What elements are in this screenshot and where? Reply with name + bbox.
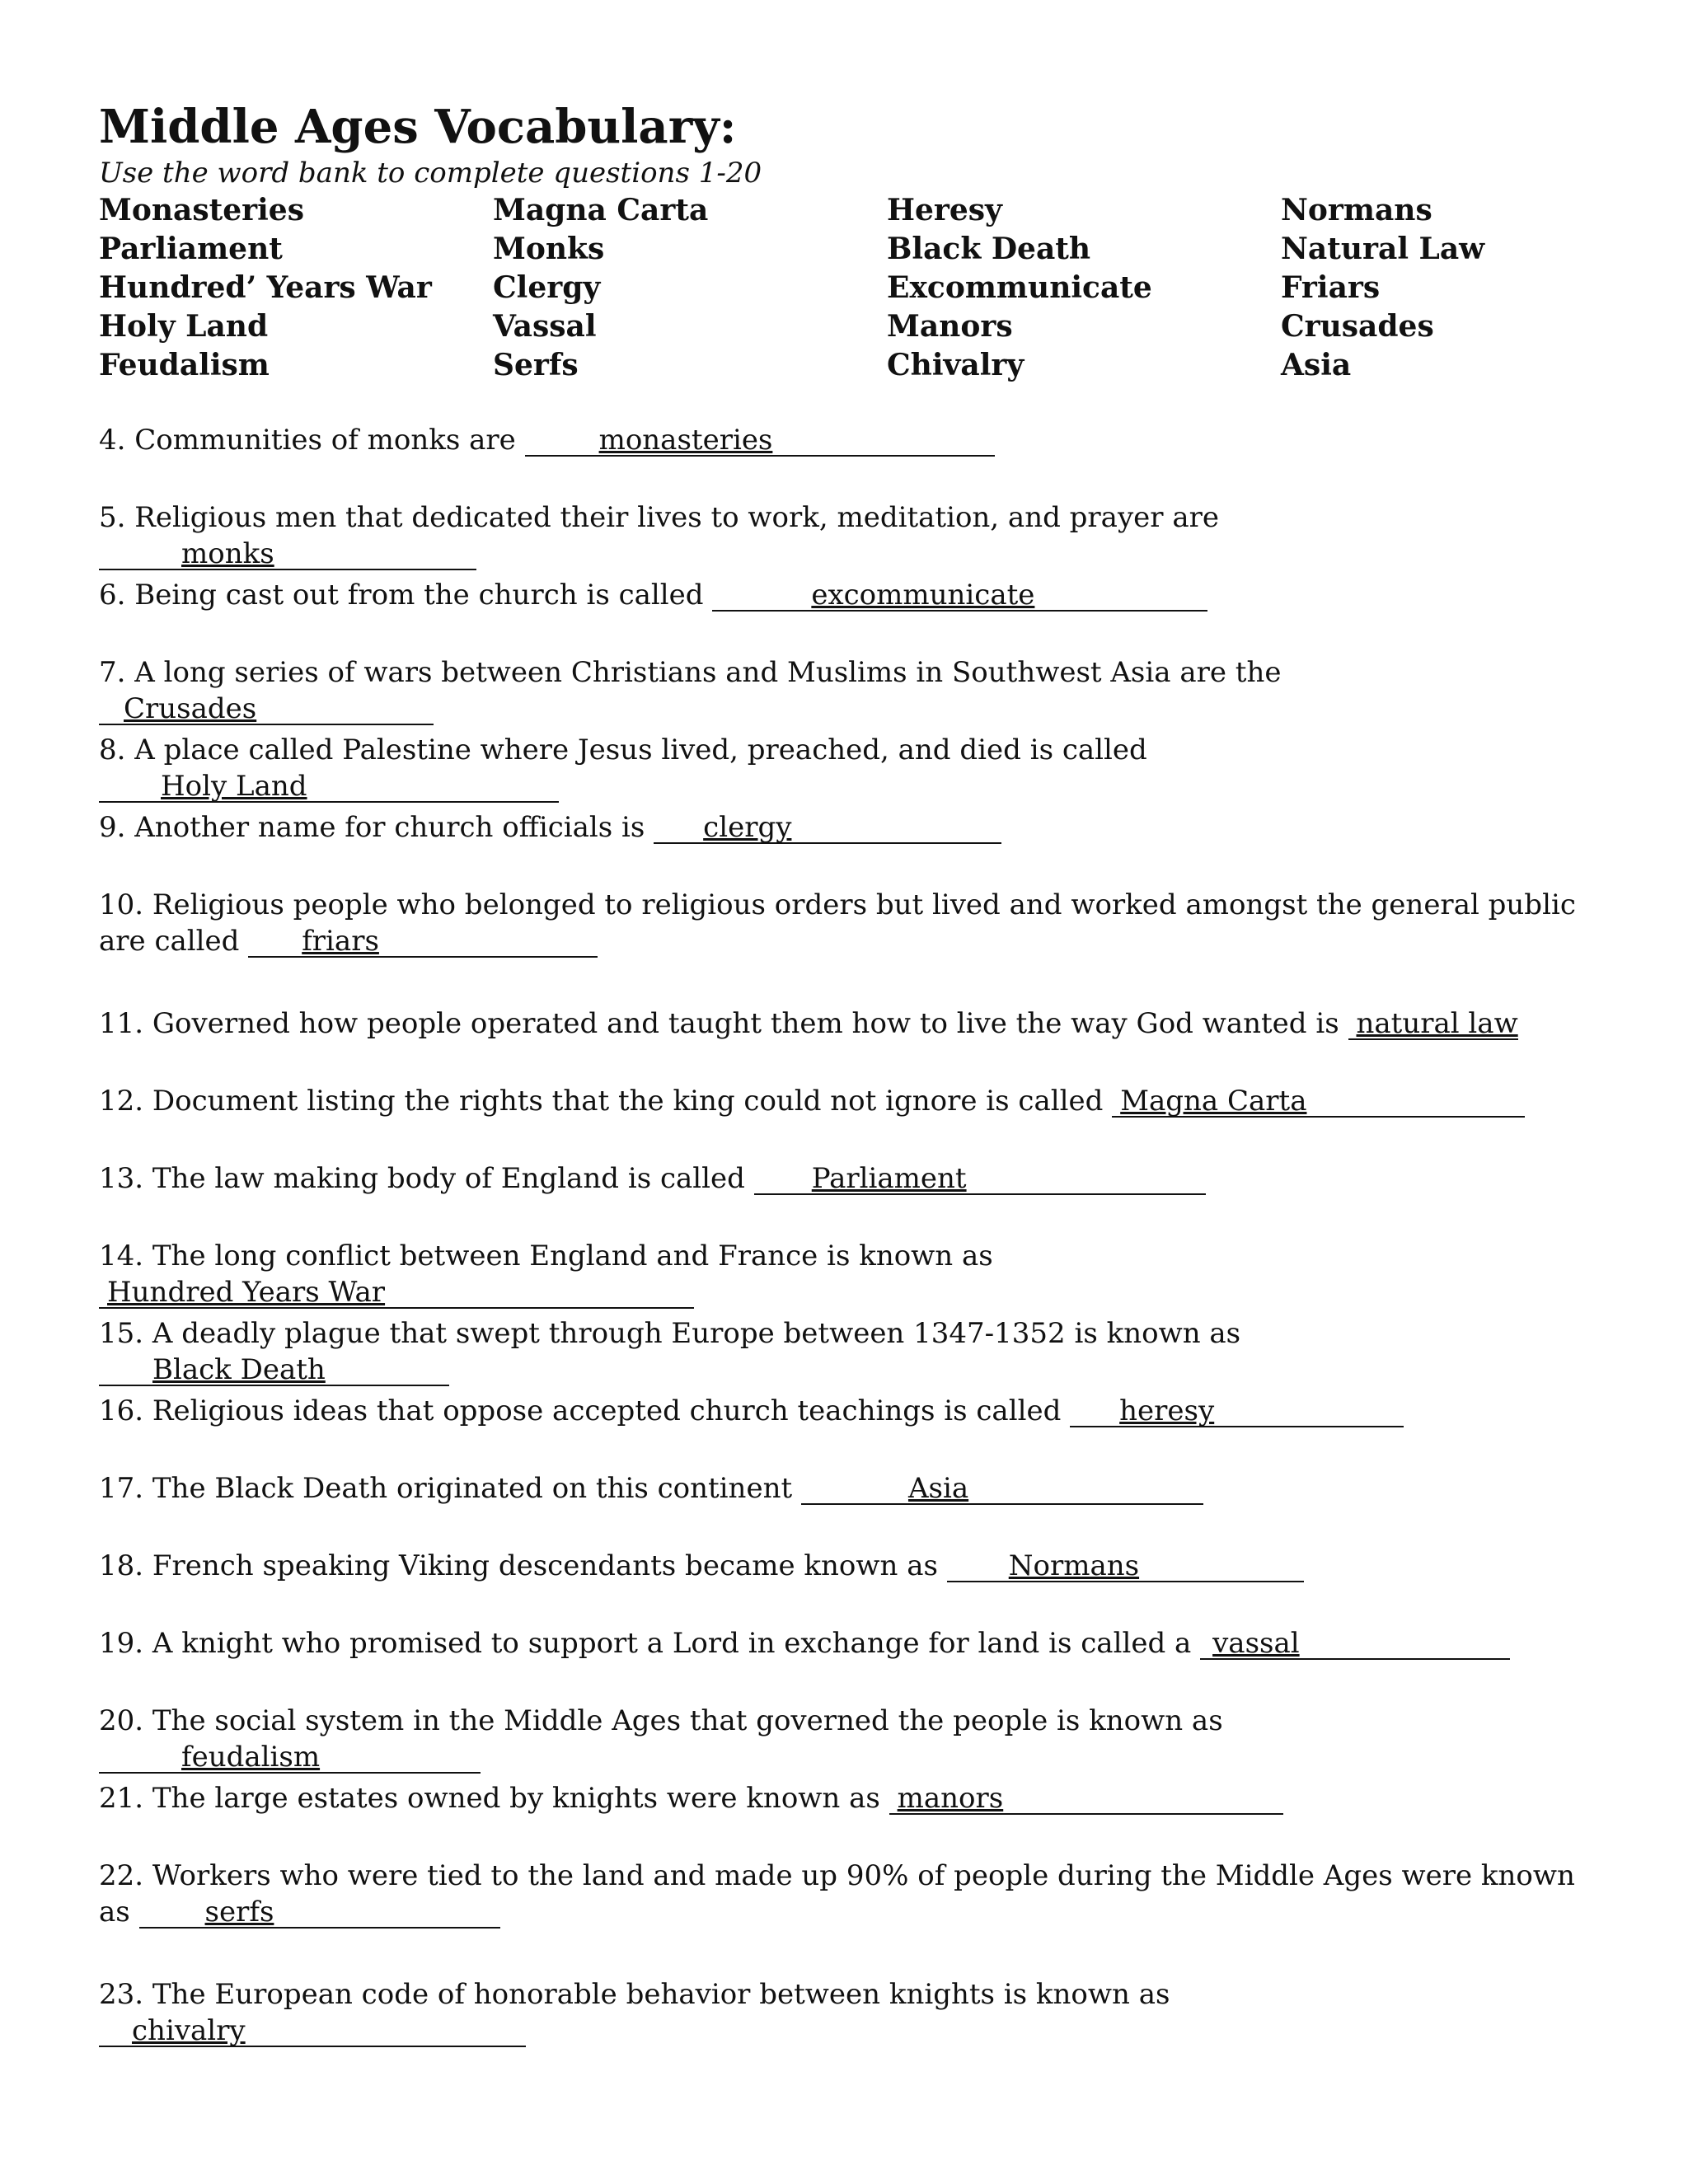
word-bank-term: Natural Law: [1281, 232, 1485, 266]
answer-text: Magna Carta: [1120, 1085, 1307, 1118]
answer-blank[interactable]: [525, 425, 996, 457]
question-item: [99, 1393, 1582, 1429]
question-item: [99, 499, 1582, 572]
answer-blank[interactable]: [654, 813, 1001, 844]
question-text: 20. The social system in the Middle Ages that governed the people is known as: [99, 1704, 1223, 1737]
question-text: 21. The large estates owned by knights were known as: [99, 1782, 889, 1815]
word-bank-term: Heresy: [887, 193, 1002, 227]
question-text: 10. Religious people who belonged to religious orders but lived and worked amongst the general public are called: [99, 888, 1576, 958]
answer-blank[interactable]: [1348, 1009, 1518, 1040]
answer-text: clergy: [703, 811, 792, 844]
word-bank-term: Clergy: [493, 270, 601, 305]
question-item: [99, 1976, 1582, 2049]
question-text: 19. A knight who promised to support a Lord in exchange for land is called a: [99, 1627, 1201, 1660]
answer-text: excommunicate: [811, 579, 1035, 612]
question-text: 12. Document listing the rights that the king could not ignore is called: [99, 1085, 1113, 1118]
answer-blank[interactable]: [1200, 1629, 1510, 1660]
word-bank-term: Vassal: [493, 309, 597, 344]
question-item: [99, 1625, 1582, 1661]
question-text: 14. The long conflict between England and France is known as: [99, 1240, 993, 1272]
answer-text: natural law: [1356, 1007, 1518, 1040]
word-bank-term: Excommunicate: [887, 270, 1152, 305]
answer-text: manors: [897, 1782, 1004, 1815]
question-item: [99, 577, 1582, 613]
answer-text: Asia: [907, 1472, 969, 1505]
word-bank-term: Hundred’ Years War: [99, 270, 432, 305]
answer-text: vassal: [1212, 1627, 1300, 1660]
question-text: 11. Governed how people operated and taught them how to live the way God wanted is: [99, 1007, 1348, 1040]
word-bank-term: Chivalry: [887, 348, 1025, 382]
word-bank-term: Feudalism: [99, 348, 270, 382]
question-text: 15. A deadly plague that swept through Europe between 1347-1352 is known as: [99, 1317, 1241, 1350]
word-bank-term: Holy Land: [99, 309, 269, 344]
word-bank-term: Friars: [1281, 270, 1381, 305]
question-item: [99, 1548, 1582, 1584]
answer-blank[interactable]: [754, 1164, 1206, 1195]
answer-blank[interactable]: [248, 926, 598, 958]
question-text: 6. Being cast out from the church is called: [99, 579, 713, 612]
word-bank-term: Normans: [1281, 193, 1432, 227]
answer-text: monks: [181, 537, 274, 570]
question-item: [99, 1005, 1582, 1042]
question-item: [99, 1315, 1582, 1388]
answer-text: Crusades: [124, 692, 257, 725]
word-bank-term: Asia: [1281, 348, 1352, 382]
answer-blank[interactable]: [99, 1277, 694, 1309]
question-text: 4. Communities of monks are: [99, 424, 525, 457]
question-text: 16. Religious ideas that oppose accepted church teachings is called: [99, 1394, 1071, 1427]
question-item: [99, 1780, 1582, 1816]
instructions: Use the word bank to complete questions 1-20: [99, 157, 762, 190]
question-text: 22. Workers who were tied to the land and made up 90% of people during the Middle Ages were known as: [99, 1859, 1575, 1929]
question-item: [99, 654, 1582, 727]
page-title: Middle Ages Vocabulary:: [99, 100, 737, 154]
question-item: [99, 809, 1582, 846]
word-bank-term: Magna Carta: [493, 193, 709, 227]
word-bank-term: Black Death: [887, 232, 1091, 266]
question-text: 18. French speaking Viking descendants became known as: [99, 1549, 947, 1582]
answer-text: monasteries: [598, 424, 773, 457]
question-text: 13. The law making body of England is called: [99, 1162, 754, 1195]
question-item: [99, 1470, 1582, 1507]
answer-blank[interactable]: [99, 1742, 481, 1774]
question-item: [99, 1160, 1582, 1197]
word-bank-term: Monasteries: [99, 193, 304, 227]
answer-text: Hundred Years War: [107, 1276, 386, 1309]
question-item: [99, 887, 1582, 959]
answer-blank[interactable]: [99, 694, 434, 725]
word-bank-term: Crusades: [1281, 309, 1434, 344]
word-bank-term: Parliament: [99, 232, 283, 266]
answer-text: heresy: [1119, 1394, 1215, 1427]
question-text: 7. A long series of wars between Christians and Muslims in Southwest Asia are the: [99, 656, 1282, 689]
answer-text: chivalry: [132, 2014, 246, 2047]
answer-text: Parliament: [811, 1162, 967, 1195]
answer-blank[interactable]: [947, 1551, 1304, 1582]
answer-blank[interactable]: [712, 580, 1207, 612]
answer-blank[interactable]: [99, 771, 559, 803]
question-item: [99, 1083, 1582, 1119]
word-bank-term: Monks: [493, 232, 605, 266]
answer-text: Black Death: [152, 1353, 326, 1386]
answer-blank[interactable]: [99, 539, 476, 570]
word-bank-term: Manors: [887, 309, 1013, 344]
answer-text: serfs: [204, 1896, 274, 1929]
answer-blank[interactable]: [99, 2016, 526, 2047]
answer-blank[interactable]: [1070, 1396, 1404, 1427]
answer-blank[interactable]: [139, 1897, 501, 1929]
answer-blank[interactable]: [889, 1783, 1284, 1815]
answer-blank[interactable]: [801, 1474, 1203, 1505]
answer-text: feudalism: [181, 1741, 321, 1774]
question-item: [99, 422, 1582, 458]
answer-text: friars: [302, 925, 379, 958]
question-item: [99, 1238, 1582, 1310]
answer-text: Normans: [1008, 1549, 1140, 1582]
question-text: 5. Religious men that dedicated their lives to work, meditation, and prayer are: [99, 501, 1219, 534]
word-bank: [99, 191, 1582, 385]
question-text: 23. The European code of honorable behavior between knights is known as: [99, 1978, 1170, 2011]
question-text: 9. Another name for church officials is: [99, 811, 654, 844]
question-item: [99, 1858, 1582, 1930]
word-bank-term: Serfs: [493, 348, 579, 382]
answer-blank[interactable]: [99, 1355, 449, 1386]
question-text: 17. The Black Death originated on this continent: [99, 1472, 801, 1505]
answer-blank[interactable]: [1112, 1086, 1525, 1118]
answer-text: Holy Land: [161, 770, 307, 803]
question-item: [99, 1703, 1582, 1775]
question-text: 8. A place called Palestine where Jesus lived, preached, and died is called: [99, 733, 1147, 766]
question-item: [99, 732, 1582, 804]
